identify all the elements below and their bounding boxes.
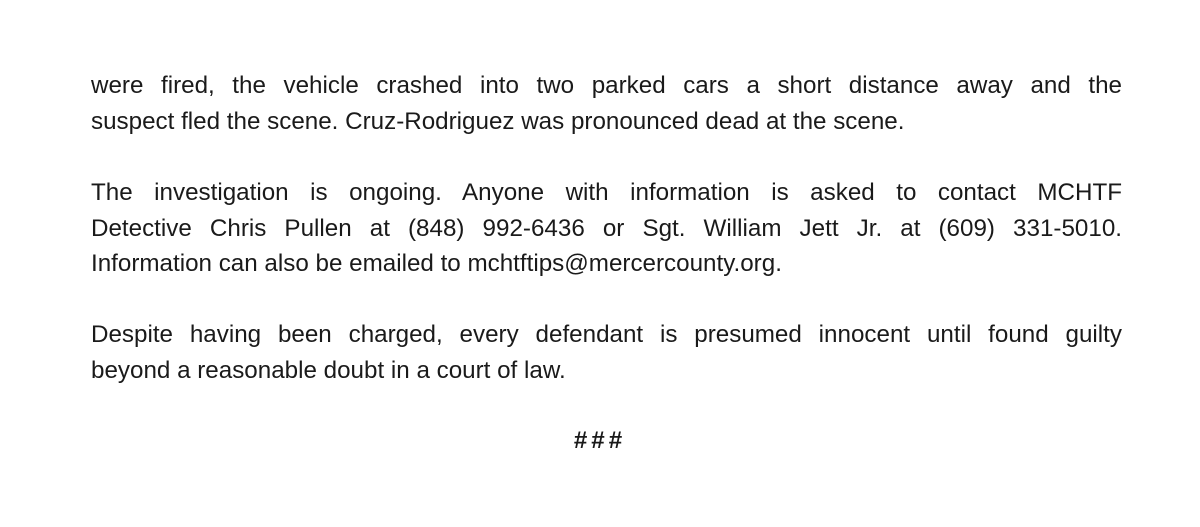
paragraph-line: suspect fled the scene. Cruz-Rodriguez was pronounced dead at the scene. [91, 107, 905, 135]
paragraph-line: Information can also be emailed to mchtftips@mercercounty.org. [91, 250, 782, 277]
paragraph-incident [91, 68, 1122, 139]
paragraph-line: The investigation is ongoing. Anyone with information is asked to contact MCHTF [91, 179, 1122, 206]
paragraph-disclaimer [91, 317, 1122, 388]
paragraph-line: beyond a reasonable doubt in a court of law. [91, 356, 566, 384]
paragraph-line: Despite having been charged, every defendant is presumed innocent until found guilty [91, 321, 1122, 348]
paragraph-line: Detective Chris Pullen at (848) 992-6436 or Sgt. William Jett Jr. at (609) 331-5010. [91, 214, 1122, 242]
end-of-release-mark: ### [573, 427, 627, 454]
paragraph-line: were fired, the vehicle crashed into two parked cars a short distance away and the [91, 72, 1122, 99]
paragraph-contact [91, 175, 1122, 282]
